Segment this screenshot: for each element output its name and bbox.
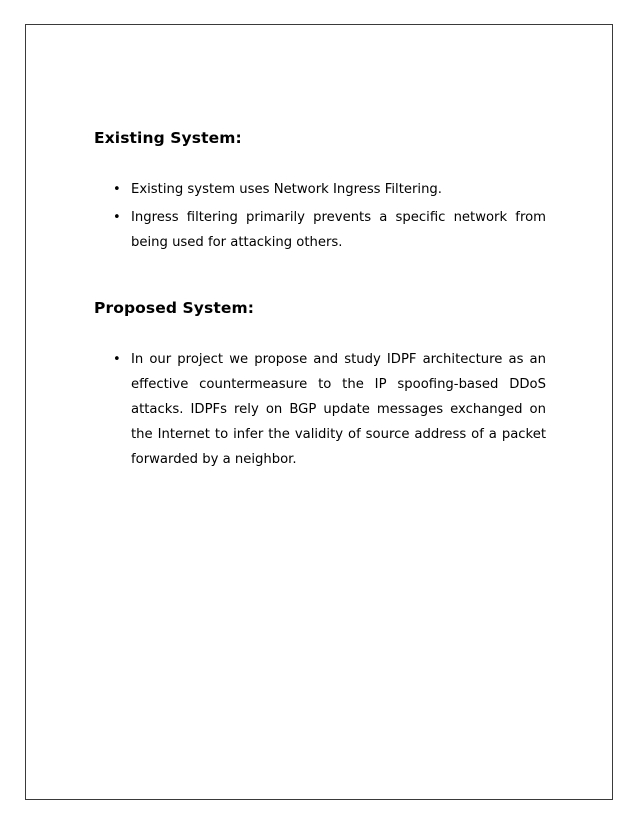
list-item: [111, 347, 546, 472]
bullet-text: Existing system uses Network Ingress Filtering.: [131, 182, 442, 197]
list-item: [111, 177, 546, 202]
bullet-icon: •: [113, 182, 121, 197]
existing-system-list: [111, 177, 546, 258]
proposed-system-list: [111, 347, 546, 475]
bullet-text: In our project we propose and study IDPF architecture as an effective countermeasure to the IP spoofing-based DDoS attacks. IDPFs rely on BGP update messages exchanged on the Internet to infer the validity of source address of a packet forwarded by a neighbor.: [131, 352, 546, 467]
bullet-text: Ingress filtering primarily prevents a specific network from being used for attacking others.: [131, 210, 546, 250]
existing-system-heading: Existing System:: [94, 129, 242, 147]
proposed-system-heading: Proposed System:: [94, 299, 254, 317]
bullet-icon: •: [113, 352, 121, 367]
list-item: [111, 205, 546, 255]
bullet-icon: •: [113, 210, 121, 225]
